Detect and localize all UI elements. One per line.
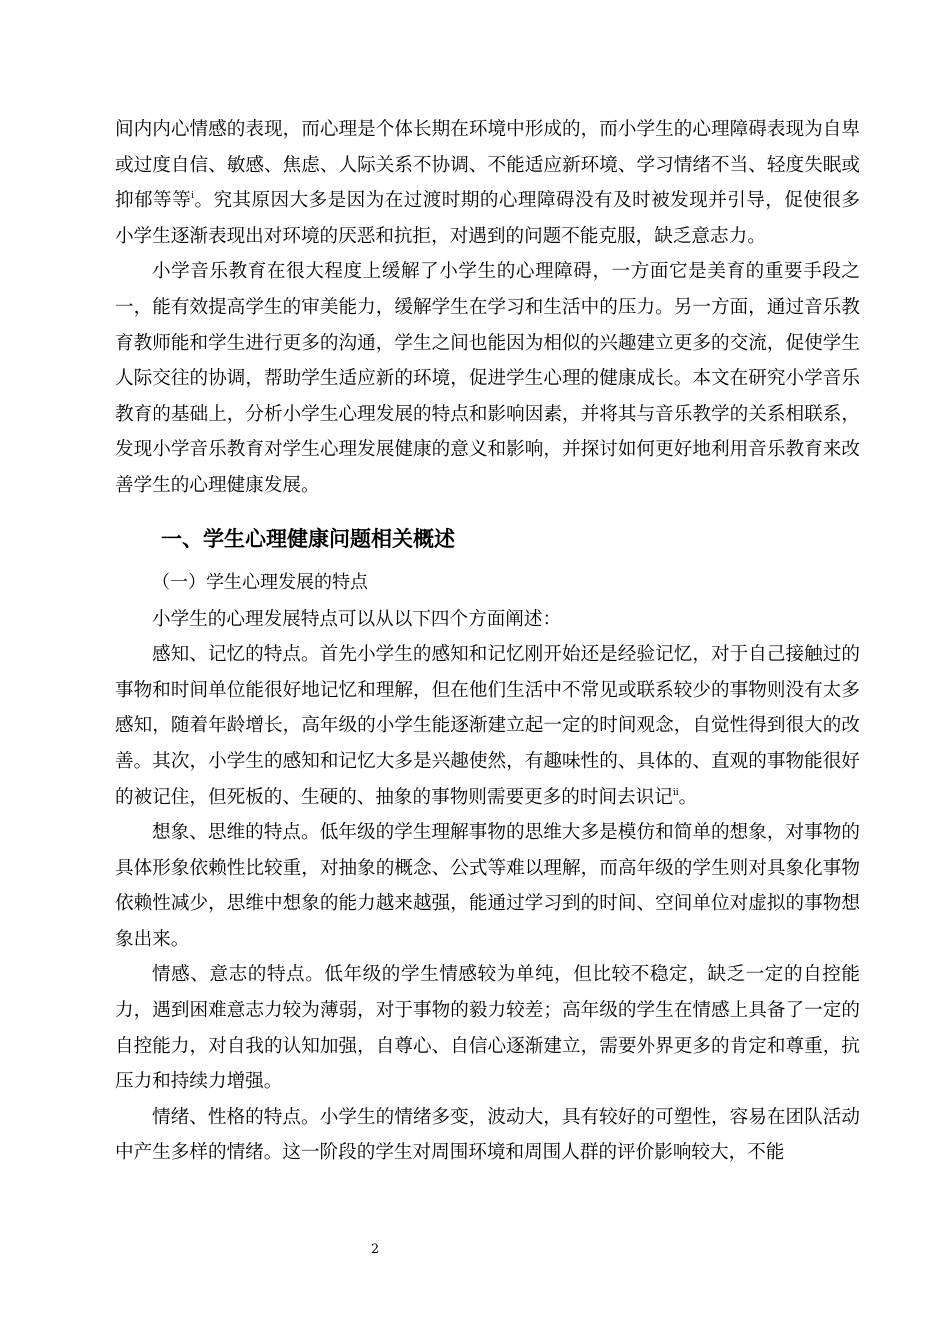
page-body bbox=[115, 112, 860, 1171]
paragraph-text: 间内内心情感的表现，而心理是个体长期在环境中形成的，而小学生的心理障碍表现为自卑或过度自信、敏感、焦虑、人际关系不协调、不能适应新环境、学习情绪不当、轻度失眠或抑郁等等 bbox=[115, 119, 860, 212]
paragraph-mood-personality: 情绪、性格的特点。小学生的情绪多变，波动大，具有较好的可塑性，容易在团队活动中产生多样的情绪。这一阶段的学生对周围环境和周围人群的评价影响较大，不能 bbox=[115, 1106, 860, 1164]
paragraph-continued bbox=[115, 112, 860, 254]
section-heading: 一、学生心理健康问题相关概述 bbox=[161, 526, 455, 551]
page-number: 2 bbox=[370, 1242, 380, 1257]
paragraph-text-after: 。究其原因大多是因为在过渡时期的心理障碍没有及时被发现并引导，促使很多小学生逐渐表现出对环境的厌恶和抗拒，对遇到的问题不能克服，缺乏意志力。 bbox=[115, 190, 860, 247]
subsection-heading: （一）学生心理发展的特点 bbox=[152, 571, 368, 593]
paragraph-emotion-will: 情感、意志的特点。低年级的学生情感较为单纯，但比较不稳定，缺乏一定的自控能力，遇到困难意志力较为薄弱，对于事物的毅力较差；高年级的学生在情感上具备了一定的自控能力，对自我的认知加强，自尊心、自信心逐渐建立，需要外界更多的肯定和尊重，抗压力和持续力增强。 bbox=[115, 964, 860, 1093]
footnote-marker: ii bbox=[672, 787, 679, 798]
paragraph-overview: 小学生的心理发展特点可以从以下四个方面阐述： bbox=[152, 608, 562, 630]
paragraph-imagination-thinking: 想象、思维的特点。低年级的学生理解事物的思维大多是模仿和简单的想象，对事物的具体形象依赖性比较重，对抽象的概念、公式等难以理解，而高年级的学生则对具象化事物依赖性减少，思维中想象的能力越来越强，能通过学习到的时间、空间单位对虚拟的事物想象出来。 bbox=[115, 822, 860, 950]
paragraph-intro: 小学音乐教育在很大程度上缓解了小学生的心理障碍，一方面它是美育的重要手段之一，能有效提高学生的审美能力，缓解学生在学习和生活中的压力。另一方面，通过音乐教育教师能和学生进行更多的沟通，学生之间也能因为相似的兴趣建立更多的交流，促使学生人际交往的协调，帮助学生适应新的环境，促进学生心理的健康成长。本文在研究小学音乐教育的基础上，分析小学生心理发展的特点和影响因素，并将其与音乐教学的关系相联系，发现小学音乐教育对学生心理发展健康的意义和影响，并探讨如何更好地利用音乐教育来改善学生的心理健康发展。 bbox=[115, 261, 860, 496]
footnote-marker: i bbox=[191, 191, 195, 202]
paragraph-text: 感知、记忆的特点。首先小学生的感知和记忆刚开始还是经验记忆，对于自己接触过的事物和时间单位能很好地记忆和理解，但在他们生活中不常见或联系较少的事物则没有太多感知，随着年龄增长，高年级的小学生能逐渐建立起一定的时间观念，自觉性得到很大的改善。其次，小学生的感知和记忆大多是兴趣使然，有趣味性的、具体的、直观的事物能很好的被记住，但死板的、生硬的、抽象的事物则需要更多的时间去识记 bbox=[115, 644, 860, 808]
paragraph-perception-memory bbox=[115, 637, 860, 815]
paragraph-text-after: 。 bbox=[678, 786, 698, 808]
